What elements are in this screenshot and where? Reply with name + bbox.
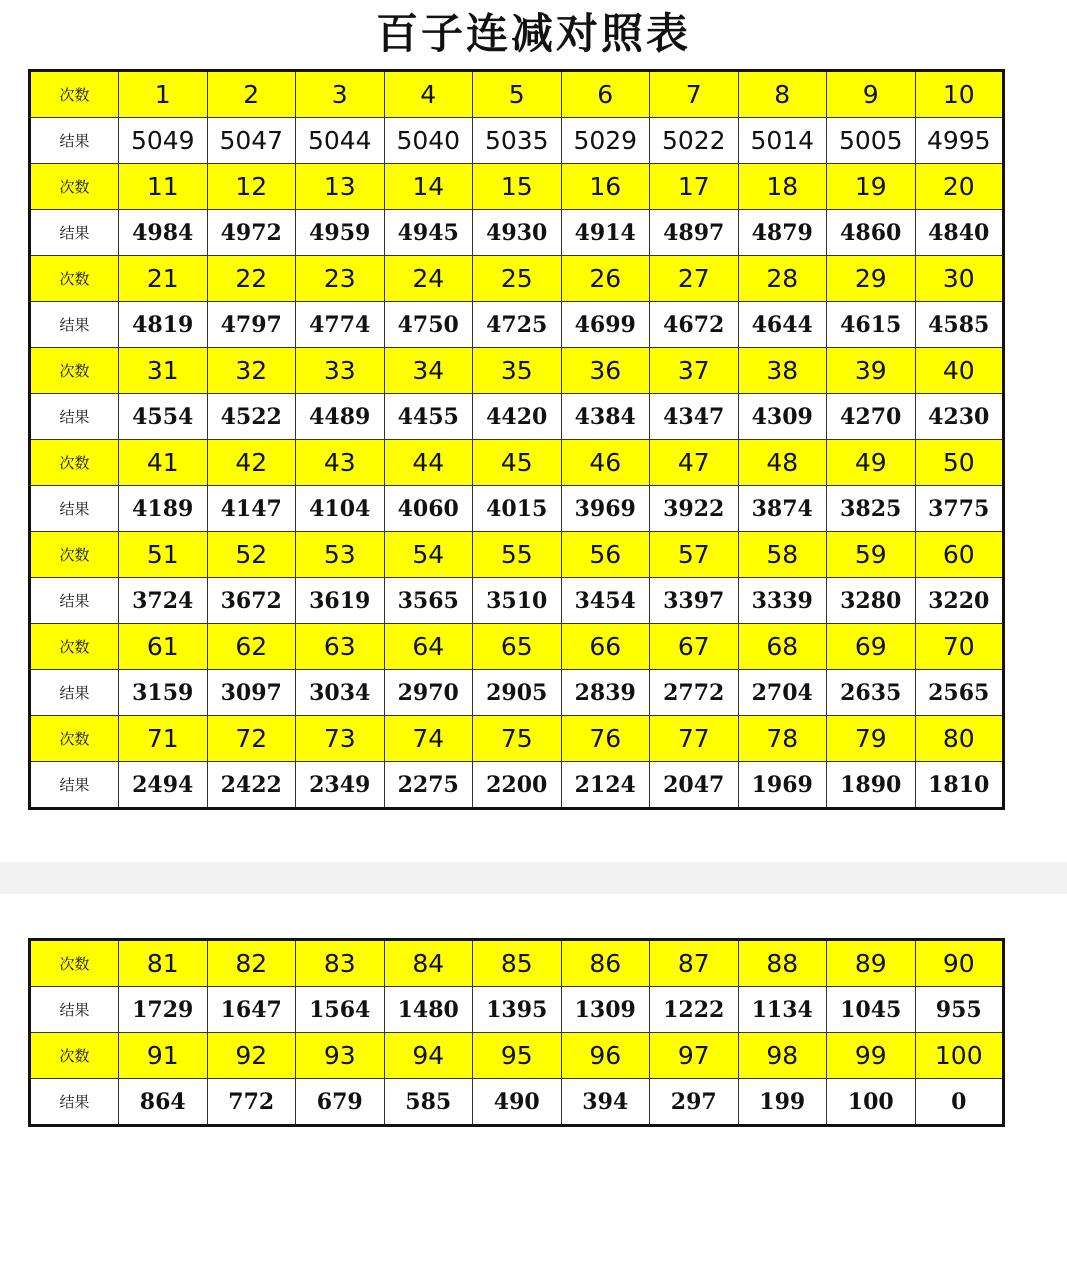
result-cell: 4699 <box>561 302 650 348</box>
count-cell: 57 <box>650 532 739 578</box>
count-cell: 1 <box>119 71 208 118</box>
count-cell: 28 <box>738 256 827 302</box>
count-cell: 70 <box>915 624 1004 670</box>
result-cell: 2047 <box>650 762 739 809</box>
result-cell: 5022 <box>650 118 739 164</box>
count-cell: 24 <box>384 256 473 302</box>
result-cell: 3619 <box>296 578 385 624</box>
result-cell: 5049 <box>119 118 208 164</box>
count-cell: 84 <box>384 940 473 987</box>
count-cell: 73 <box>296 716 385 762</box>
result-cell: 4914 <box>561 210 650 256</box>
result-cell: 3825 <box>827 486 916 532</box>
result-cell: 2772 <box>650 670 739 716</box>
count-cell: 94 <box>384 1033 473 1079</box>
count-label: 次数 <box>30 532 119 578</box>
count-cell: 5 <box>473 71 562 118</box>
result-cell: 4897 <box>650 210 739 256</box>
result-cell: 679 <box>296 1079 385 1126</box>
result-cell: 4725 <box>473 302 562 348</box>
count-row <box>30 440 1004 486</box>
result-cell: 2349 <box>296 762 385 809</box>
result-cell: 3280 <box>827 578 916 624</box>
result-row <box>30 578 1004 624</box>
result-cell: 4644 <box>738 302 827 348</box>
result-cell: 955 <box>915 987 1004 1033</box>
count-cell: 96 <box>561 1033 650 1079</box>
count-cell: 90 <box>915 940 1004 987</box>
count-cell: 25 <box>473 256 562 302</box>
result-label: 结果 <box>30 987 119 1033</box>
count-cell: 63 <box>296 624 385 670</box>
count-cell: 93 <box>296 1033 385 1079</box>
count-cell: 92 <box>207 1033 296 1079</box>
result-cell: 1222 <box>650 987 739 1033</box>
subtraction-table-continued <box>28 938 1005 1127</box>
count-cell: 29 <box>827 256 916 302</box>
count-cell: 77 <box>650 716 739 762</box>
page-title: 百子连减对照表 <box>375 9 691 58</box>
count-cell: 85 <box>473 940 562 987</box>
result-cell: 2635 <box>827 670 916 716</box>
count-cell: 78 <box>738 716 827 762</box>
count-cell: 86 <box>561 940 650 987</box>
result-cell: 2124 <box>561 762 650 809</box>
count-cell: 55 <box>473 532 562 578</box>
result-row <box>30 987 1004 1033</box>
result-label: 结果 <box>30 118 119 164</box>
count-cell: 43 <box>296 440 385 486</box>
count-cell: 34 <box>384 348 473 394</box>
result-row <box>30 394 1004 440</box>
result-label: 结果 <box>30 394 119 440</box>
count-cell: 15 <box>473 164 562 210</box>
result-cell: 4615 <box>827 302 916 348</box>
result-cell: 3034 <box>296 670 385 716</box>
result-row <box>30 302 1004 348</box>
count-cell: 83 <box>296 940 385 987</box>
count-cell: 45 <box>473 440 562 486</box>
result-cell: 3775 <box>915 486 1004 532</box>
result-label: 结果 <box>30 670 119 716</box>
result-cell: 4930 <box>473 210 562 256</box>
count-label: 次数 <box>30 716 119 762</box>
count-cell: 38 <box>738 348 827 394</box>
count-cell: 41 <box>119 440 208 486</box>
count-row <box>30 940 1004 987</box>
subtraction-table-main <box>28 69 1005 810</box>
count-cell: 21 <box>119 256 208 302</box>
result-cell: 3220 <box>915 578 1004 624</box>
count-row <box>30 532 1004 578</box>
count-cell: 71 <box>119 716 208 762</box>
result-cell: 2200 <box>473 762 562 809</box>
result-cell: 394 <box>561 1079 650 1126</box>
result-cell: 0 <box>915 1079 1004 1126</box>
result-cell: 4270 <box>827 394 916 440</box>
result-cell: 3454 <box>561 578 650 624</box>
count-cell: 95 <box>473 1033 562 1079</box>
count-label: 次数 <box>30 164 119 210</box>
result-cell: 4879 <box>738 210 827 256</box>
result-label: 结果 <box>30 1079 119 1126</box>
count-cell: 42 <box>207 440 296 486</box>
result-cell: 772 <box>207 1079 296 1126</box>
result-cell: 4995 <box>915 118 1004 164</box>
result-row <box>30 762 1004 809</box>
count-cell: 75 <box>473 716 562 762</box>
result-cell: 4819 <box>119 302 208 348</box>
result-row <box>30 1079 1004 1126</box>
count-cell: 49 <box>827 440 916 486</box>
result-cell: 4797 <box>207 302 296 348</box>
count-cell: 4 <box>384 71 473 118</box>
count-cell: 46 <box>561 440 650 486</box>
count-cell: 97 <box>650 1033 739 1079</box>
count-cell: 8 <box>738 71 827 118</box>
count-cell: 2 <box>207 71 296 118</box>
result-cell: 4860 <box>827 210 916 256</box>
result-cell: 5044 <box>296 118 385 164</box>
result-cell: 1309 <box>561 987 650 1033</box>
result-cell: 1045 <box>827 987 916 1033</box>
count-cell: 62 <box>207 624 296 670</box>
result-cell: 3565 <box>384 578 473 624</box>
result-cell: 2839 <box>561 670 650 716</box>
result-cell: 4554 <box>119 394 208 440</box>
count-cell: 89 <box>827 940 916 987</box>
count-cell: 39 <box>827 348 916 394</box>
count-cell: 48 <box>738 440 827 486</box>
result-cell: 4189 <box>119 486 208 532</box>
result-cell: 4147 <box>207 486 296 532</box>
count-cell: 53 <box>296 532 385 578</box>
result-row <box>30 486 1004 532</box>
result-cell: 4230 <box>915 394 1004 440</box>
count-cell: 69 <box>827 624 916 670</box>
result-cell: 3339 <box>738 578 827 624</box>
result-cell: 3159 <box>119 670 208 716</box>
count-label: 次数 <box>30 440 119 486</box>
result-cell: 5040 <box>384 118 473 164</box>
count-cell: 100 <box>915 1033 1004 1079</box>
count-cell: 3 <box>296 71 385 118</box>
result-cell: 4840 <box>915 210 1004 256</box>
count-cell: 64 <box>384 624 473 670</box>
result-cell: 4455 <box>384 394 473 440</box>
count-cell: 44 <box>384 440 473 486</box>
result-cell: 4750 <box>384 302 473 348</box>
result-cell: 4774 <box>296 302 385 348</box>
count-cell: 32 <box>207 348 296 394</box>
result-cell: 5005 <box>827 118 916 164</box>
count-cell: 59 <box>827 532 916 578</box>
result-row <box>30 210 1004 256</box>
result-row <box>30 670 1004 716</box>
result-cell: 2565 <box>915 670 1004 716</box>
count-cell: 98 <box>738 1033 827 1079</box>
result-cell: 5014 <box>738 118 827 164</box>
result-cell: 1134 <box>738 987 827 1033</box>
result-cell: 4015 <box>473 486 562 532</box>
count-row <box>30 71 1004 118</box>
count-cell: 36 <box>561 348 650 394</box>
result-cell: 5035 <box>473 118 562 164</box>
count-cell: 65 <box>473 624 562 670</box>
count-cell: 16 <box>561 164 650 210</box>
result-cell: 4384 <box>561 394 650 440</box>
result-row <box>30 118 1004 164</box>
result-cell: 4945 <box>384 210 473 256</box>
count-cell: 51 <box>119 532 208 578</box>
count-cell: 10 <box>915 71 1004 118</box>
count-cell: 20 <box>915 164 1004 210</box>
count-cell: 56 <box>561 532 650 578</box>
result-cell: 2905 <box>473 670 562 716</box>
result-label: 结果 <box>30 302 119 348</box>
count-cell: 61 <box>119 624 208 670</box>
result-cell: 4972 <box>207 210 296 256</box>
count-cell: 72 <box>207 716 296 762</box>
result-label: 结果 <box>30 210 119 256</box>
count-cell: 30 <box>915 256 1004 302</box>
count-row <box>30 1033 1004 1079</box>
result-cell: 3510 <box>473 578 562 624</box>
count-row <box>30 348 1004 394</box>
result-cell: 4672 <box>650 302 739 348</box>
count-cell: 37 <box>650 348 739 394</box>
result-label: 结果 <box>30 486 119 532</box>
result-cell: 2275 <box>384 762 473 809</box>
count-cell: 18 <box>738 164 827 210</box>
count-cell: 54 <box>384 532 473 578</box>
count-cell: 22 <box>207 256 296 302</box>
result-cell: 1647 <box>207 987 296 1033</box>
result-cell: 3724 <box>119 578 208 624</box>
result-cell: 4347 <box>650 394 739 440</box>
count-cell: 9 <box>827 71 916 118</box>
count-cell: 26 <box>561 256 650 302</box>
count-cell: 6 <box>561 71 650 118</box>
count-cell: 79 <box>827 716 916 762</box>
count-label: 次数 <box>30 1033 119 1079</box>
count-cell: 35 <box>473 348 562 394</box>
result-cell: 2422 <box>207 762 296 809</box>
count-cell: 80 <box>915 716 1004 762</box>
result-cell: 4984 <box>119 210 208 256</box>
result-cell: 1810 <box>915 762 1004 809</box>
result-cell: 297 <box>650 1079 739 1126</box>
count-cell: 81 <box>119 940 208 987</box>
count-cell: 47 <box>650 440 739 486</box>
result-cell: 3097 <box>207 670 296 716</box>
count-cell: 19 <box>827 164 916 210</box>
count-cell: 52 <box>207 532 296 578</box>
count-cell: 76 <box>561 716 650 762</box>
result-cell: 490 <box>473 1079 562 1126</box>
count-cell: 40 <box>915 348 1004 394</box>
result-cell: 864 <box>119 1079 208 1126</box>
count-cell: 23 <box>296 256 385 302</box>
count-cell: 33 <box>296 348 385 394</box>
result-cell: 1969 <box>738 762 827 809</box>
count-cell: 60 <box>915 532 1004 578</box>
count-cell: 11 <box>119 164 208 210</box>
count-cell: 14 <box>384 164 473 210</box>
count-row <box>30 164 1004 210</box>
count-cell: 7 <box>650 71 739 118</box>
result-cell: 3874 <box>738 486 827 532</box>
count-cell: 58 <box>738 532 827 578</box>
result-cell: 199 <box>738 1079 827 1126</box>
count-row <box>30 624 1004 670</box>
count-cell: 68 <box>738 624 827 670</box>
count-label: 次数 <box>30 348 119 394</box>
count-label: 次数 <box>30 256 119 302</box>
result-cell: 4309 <box>738 394 827 440</box>
result-cell: 4420 <box>473 394 562 440</box>
result-cell: 1890 <box>827 762 916 809</box>
count-label: 次数 <box>30 624 119 670</box>
result-cell: 1395 <box>473 987 562 1033</box>
result-cell: 4060 <box>384 486 473 532</box>
result-cell: 4585 <box>915 302 1004 348</box>
result-cell: 100 <box>827 1079 916 1126</box>
count-cell: 13 <box>296 164 385 210</box>
count-cell: 66 <box>561 624 650 670</box>
result-cell: 3672 <box>207 578 296 624</box>
count-cell: 87 <box>650 940 739 987</box>
result-cell: 4522 <box>207 394 296 440</box>
result-label: 结果 <box>30 578 119 624</box>
count-cell: 99 <box>827 1033 916 1079</box>
result-label: 结果 <box>30 762 119 809</box>
count-cell: 27 <box>650 256 739 302</box>
count-cell: 17 <box>650 164 739 210</box>
result-cell: 585 <box>384 1079 473 1126</box>
count-cell: 31 <box>119 348 208 394</box>
result-cell: 3922 <box>650 486 739 532</box>
result-cell: 2494 <box>119 762 208 809</box>
result-cell: 1729 <box>119 987 208 1033</box>
result-cell: 3969 <box>561 486 650 532</box>
count-cell: 67 <box>650 624 739 670</box>
count-cell: 50 <box>915 440 1004 486</box>
count-label: 次数 <box>30 940 119 987</box>
result-cell: 1480 <box>384 987 473 1033</box>
result-cell: 5029 <box>561 118 650 164</box>
section-divider <box>0 862 1067 894</box>
count-cell: 82 <box>207 940 296 987</box>
result-cell: 3397 <box>650 578 739 624</box>
result-cell: 2970 <box>384 670 473 716</box>
count-label: 次数 <box>30 71 119 118</box>
count-cell: 91 <box>119 1033 208 1079</box>
count-cell: 88 <box>738 940 827 987</box>
count-row <box>30 256 1004 302</box>
result-cell: 5047 <box>207 118 296 164</box>
count-cell: 74 <box>384 716 473 762</box>
result-cell: 4959 <box>296 210 385 256</box>
result-cell: 1564 <box>296 987 385 1033</box>
count-row <box>30 716 1004 762</box>
result-cell: 4104 <box>296 486 385 532</box>
count-cell: 12 <box>207 164 296 210</box>
result-cell: 4489 <box>296 394 385 440</box>
result-cell: 2704 <box>738 670 827 716</box>
